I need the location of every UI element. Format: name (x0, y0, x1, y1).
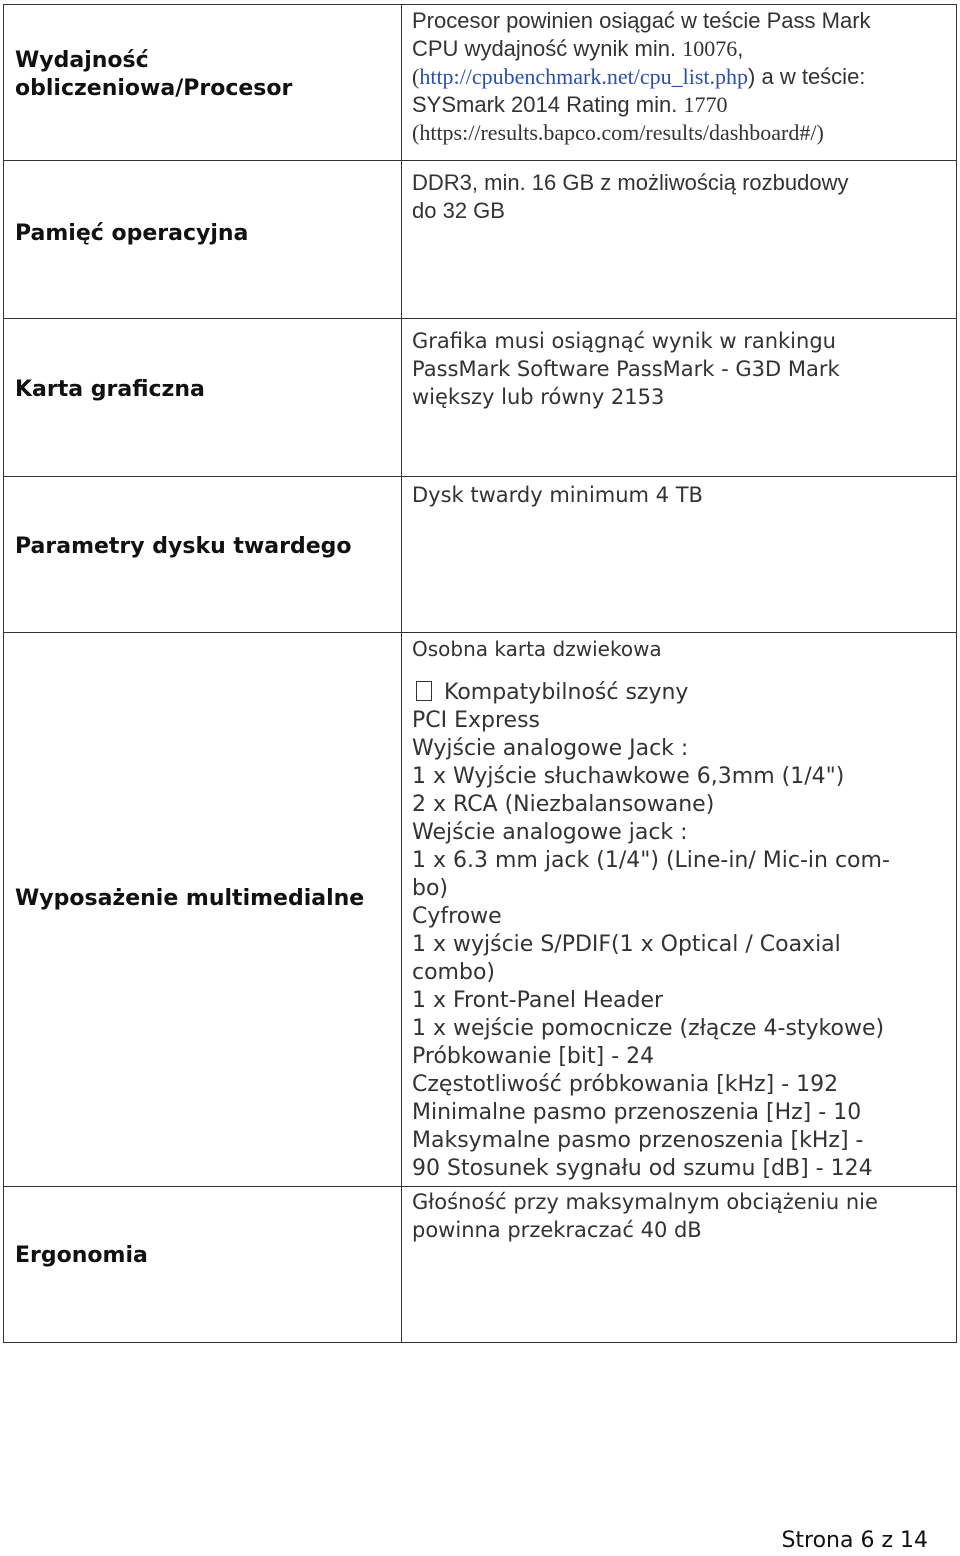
table-row (4, 161, 957, 319)
missing-glyph-icon (416, 681, 432, 701)
row-label: Wydajność obliczeniowa/Procesor (15, 48, 293, 101)
text-line: do 32 GB (412, 198, 505, 223)
table-row (4, 1187, 957, 1343)
text-line: Grafika musi osiągnąć wynik w rankingu (412, 329, 836, 353)
text-fragment: SYSmark 2014 Rating min. (412, 92, 684, 117)
text-line: Dysk twardy minimum 4 TB (412, 483, 703, 507)
memory-requirement (402, 161, 956, 225)
row-label-cell (4, 1187, 402, 1343)
list-item: 1 x Wyjście słuchawkowe 6,3mm (1/4") (412, 764, 845, 789)
table-row (4, 5, 957, 161)
specification-table (3, 4, 957, 1343)
text-line: większy lub równy 2153 (412, 385, 665, 409)
list-item: combo) (412, 960, 495, 985)
row-value-cell (402, 161, 957, 319)
row-value-cell (402, 5, 957, 161)
text-fragment: ( (412, 64, 420, 89)
text-fragment: CPU wydajność wynik min. (412, 36, 683, 61)
text-line (412, 35, 946, 63)
list-item: Próbkowanie [bit] - 24 (412, 1044, 655, 1069)
table-row (4, 477, 957, 633)
text-line: PassMark Software PassMark - G3D Mark (412, 357, 840, 381)
list-item (412, 679, 946, 707)
text-line: Procesor powinien osiągać w teście Pass Mark (412, 8, 871, 33)
row-label-cell (4, 5, 402, 161)
sound-card-heading: Osobna karta dzwiekowa (412, 637, 662, 661)
sysmark-score: 1770 (683, 92, 728, 117)
list-item: Wyjście analogowe Jack : (412, 736, 689, 761)
text-line (412, 91, 946, 119)
list-item: 1 x wejście pomocnicze (złącze 4-stykowe) (412, 1016, 885, 1041)
row-label-cell (4, 633, 402, 1187)
row-label: Karta graficzna (15, 377, 205, 402)
processor-requirement (402, 5, 956, 147)
row-label: Ergonomia (15, 1243, 148, 1268)
list-item-text: Kompatybilność szyny (444, 680, 689, 705)
table-row (4, 633, 957, 1187)
list-item: 90 Stosunek sygnału od szumu [dB] - 124 (412, 1156, 873, 1181)
list-item: 1 x 6.3 mm jack (1/4") (Line-in/ Mic-in com- (412, 848, 890, 873)
text-line: powinna przekraczać 40 dB (412, 1218, 702, 1242)
text-line (412, 63, 946, 91)
row-value-cell (402, 1187, 957, 1343)
text-fragment: ) a w teście: (748, 64, 866, 89)
cpu-score: 10076 (682, 36, 738, 61)
list-item: Minimalne pasmo przenoszenia [Hz] - 10 (412, 1100, 862, 1125)
text-fragment: , (737, 36, 744, 61)
row-label-cell (4, 477, 402, 633)
graphics-requirement (402, 319, 956, 411)
row-value-cell (402, 319, 957, 477)
row-label-cell (4, 319, 402, 477)
list-item: Maksymalne pasmo przenoszenia [kHz] - (412, 1128, 864, 1153)
table-row (4, 319, 957, 477)
bapco-url: (https://results.bapco.com/results/dashboard#/) (412, 120, 824, 145)
text-line: Głośność przy maksymalnym obciążeniu nie (412, 1190, 878, 1214)
cpubenchmark-link[interactable]: http://cpubenchmark.net/cpu_list.php (419, 64, 749, 89)
list-item: 1 x Front-Panel Header (412, 988, 664, 1013)
row-label-cell (4, 161, 402, 319)
row-label: Wyposażenie multimedialne (15, 886, 365, 911)
multimedia-requirement (402, 635, 956, 1183)
row-label: Parametry dysku twardego (15, 534, 352, 559)
list-item: Wejście analogowe jack : (412, 820, 688, 845)
list-item: 1 x wyjście S/PDIF(1 x Optical / Coaxial (412, 932, 841, 957)
row-label: Pamięć operacyjna (15, 221, 249, 246)
ergonomics-requirement (402, 1187, 956, 1244)
text-line: DDR3, min. 16 GB z możliwością rozbudowy (412, 170, 849, 195)
list-item: PCI Express (412, 708, 541, 733)
list-item: bo) (412, 876, 449, 901)
list-item: 2 x RCA (Niezbalansowane) (412, 792, 715, 817)
disk-requirement (402, 477, 956, 509)
list-item: Cyfrowe (412, 904, 502, 929)
page-number: Strona 6 z 14 (781, 1528, 928, 1553)
list-item: Częstotliwość próbkowania [kHz] - 192 (412, 1072, 839, 1097)
row-value-cell (402, 477, 957, 633)
row-value-cell (402, 633, 957, 1187)
